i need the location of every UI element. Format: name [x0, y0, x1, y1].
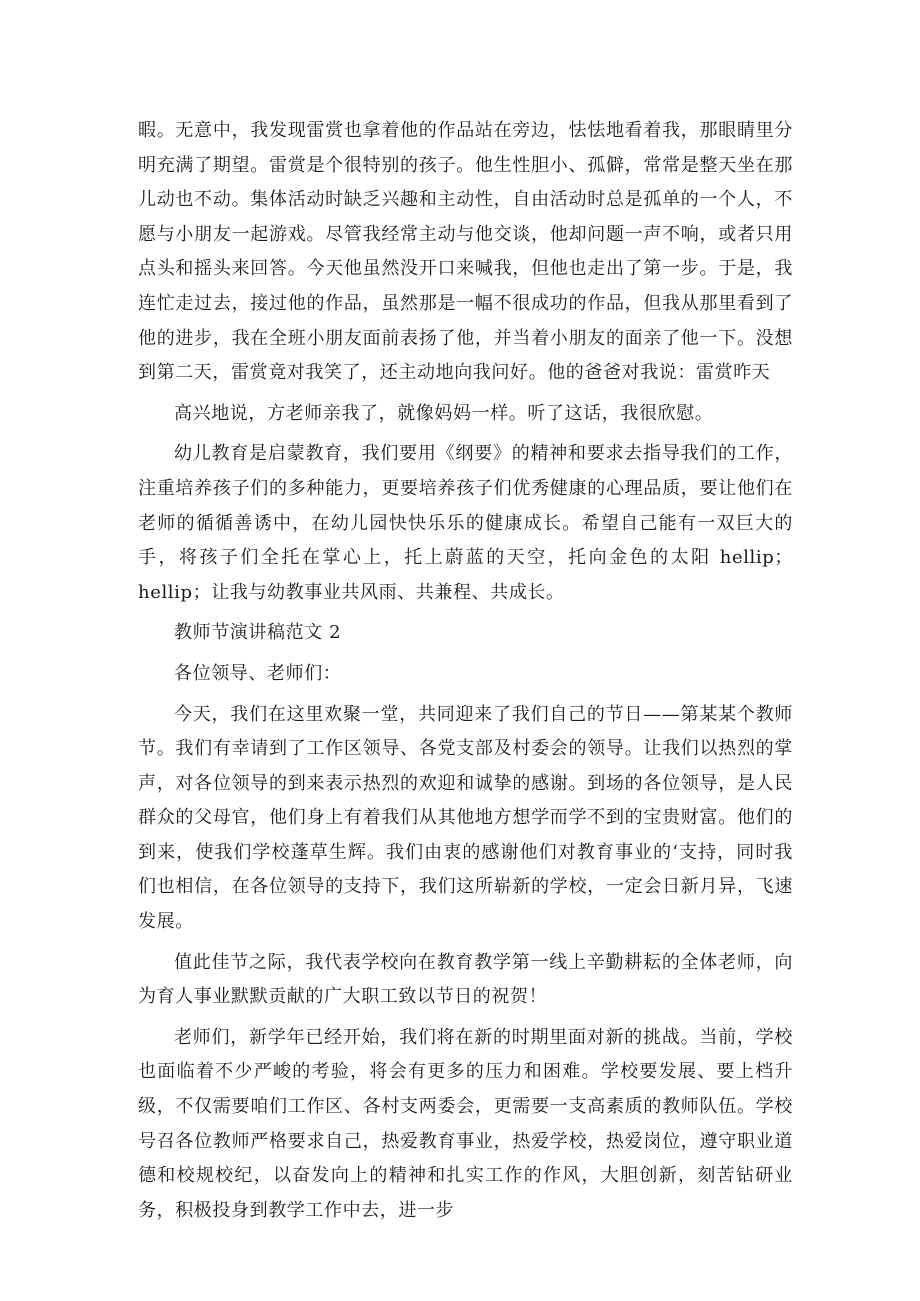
paragraph: 值此佳节之际，我代表学校向在教育教学第一线上辛勤耕耘的全体老师，向为育人事业默默贡献的广大职工致以节日的祝贺！ [138, 951, 793, 1008]
document-body [138, 114, 793, 1228]
paragraph: 今天，我们在这里欢聚一堂，共同迎来了我们自己的节日——第某某个教师节。我们有幸请到了工作区领导、各党支部及村委会的领导。让我们以热烈的掌声，对各位领导的到来表示热烈的欢迎和诚挚的感谢。到场的各位领导，是人民群众的父母官，他们身上有着我们从其他地方想学而学不到的宝贵财富。他们的到来，使我们学校蓬草生辉。我们由衷的感谢他们对教育事业的‘支持，同时我们也相信，在各位领导的支持下，我们这所崭新的学校，一定会日新月异，飞速发展。 [138, 703, 793, 933]
paragraph-continued: 暇。无意中，我发现雷赏也拿着他的作品站在旁边，怯怯地看着我，那眼睛里分明充满了期望。雷赏是个很特别的孩子。他生性胆小、孤僻，常常是整天坐在那儿动也不动。集体活动时缺乏兴趣和主动性，自由活动时总是孤单的一个人，不愿与小朋友一起游戏。尽管我经常主动与他交谈，他却问题一声不响，或者只用点头和摇头来回答。今天他虽然没开口来喊我，但他也走出了第一步。于是，我连忙走过去，接过他的作品，虽然那是一幅不很成功的作品，但我从那里看到了他的进步，我在全班小朋友面前表扬了他，并当着小朋友的面亲了他一下。没想到第二天，雷赏竟对我笑了，还主动地向我问好。他的爸爸对我说：雷赏昨天 [138, 120, 793, 384]
paragraph: 幼儿教育是启蒙教育，我们要用《纲要》的精神和要求去指导我们的工作，注重培养孩子们的多种能力，更要培养孩子们优秀健康的心理品质，要让他们在老师的循循善诱中，在幼儿园快快乐乐的健康成长。希望自己能有一双巨大的手，将孩子们全托在掌心上，托上蔚蓝的天空，托向金色的太阳 hellip；hellip；让我与幼教事业共风雨、共兼程、共成长。 [138, 443, 793, 603]
salutation: 各位领导、老师们： [174, 662, 342, 684]
paragraph: 高兴地说，方老师亲我了，就像妈妈一样。听了这话，我很欣慰。 [174, 402, 714, 424]
paragraph: 老师们，新学年已经开始，我们将在新的时期里面对新的挑战。当前，学校也面临着不少严峻的考验，将会有更多的压力和困难。学校要发展、要上档升级，不仅需要咱们工作区、各村支两委会，更需要一支高素质的教师队伍。学校号召各位教师严格要求自己，热爱教育事业，热爱学校，热爱岗位，遵守职业道德和校规校纪，以奋发向上的精神和扎实工作的作风，大胆创新，刻苦钻研业务，积极投身到教学工作中去，进一步 [138, 1026, 793, 1221]
section-heading: 教师节演讲稿范文 2 [174, 622, 342, 644]
